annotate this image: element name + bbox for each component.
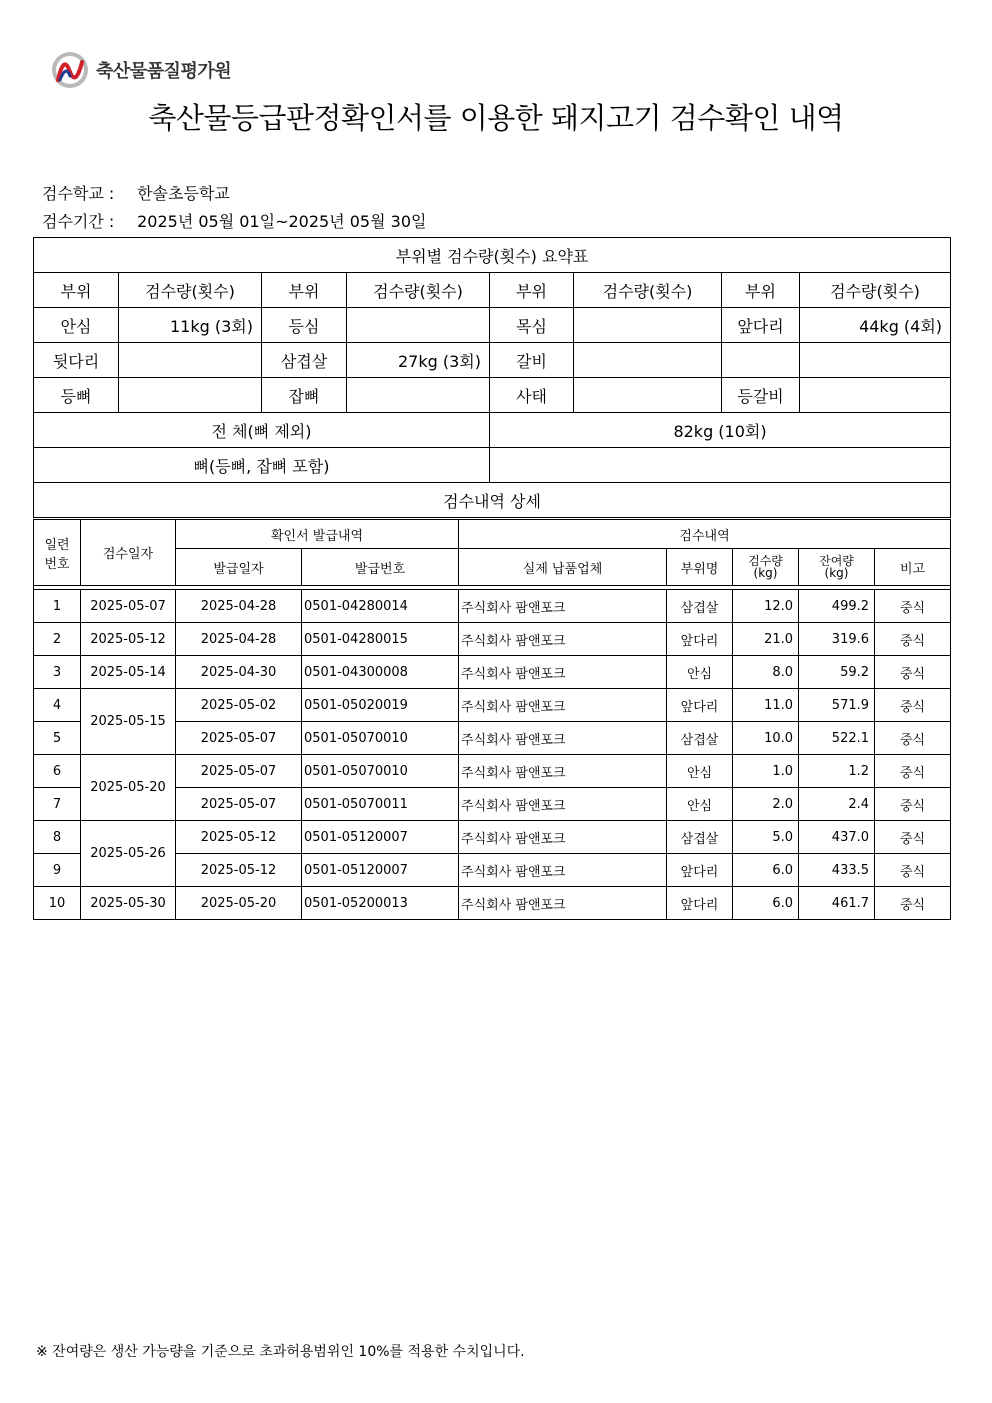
cell-supplier: 주식회사 팜앤포크 <box>459 656 667 689</box>
cell-issue-date: 2025-05-12 <box>176 821 302 854</box>
cell-amount: 1.0 <box>733 755 799 788</box>
summary-amount <box>119 378 262 413</box>
summary-part: 등갈비 <box>722 378 800 413</box>
summary-amount: 44kg (4회) <box>800 308 951 343</box>
cell-part: 앞다리 <box>667 887 733 920</box>
summary-col-part: 부위 <box>722 273 800 308</box>
col-supplier: 실제 납품업체 <box>459 549 667 586</box>
cell-note: 중식 <box>875 887 951 920</box>
col-amount <box>733 549 799 586</box>
cell-part: 안심 <box>667 755 733 788</box>
summary-part: 안심 <box>34 308 119 343</box>
cell-seq: 8 <box>34 821 81 854</box>
bone-label: 뼈(등뼈, 잡뼈 포함) <box>34 448 490 483</box>
summary-part: 삼겹살 <box>262 343 347 378</box>
summary-part: 잡뼈 <box>262 378 347 413</box>
table-row <box>34 755 951 788</box>
cell-part: 안심 <box>667 788 733 821</box>
cell-remain: 571.9 <box>799 689 875 722</box>
table-row <box>34 821 951 854</box>
summary-col-amount: 검수량(횟수) <box>574 273 722 308</box>
period-label: 검수기간 : <box>42 212 115 231</box>
cell-supplier: 주식회사 팜앤포크 <box>459 755 667 788</box>
cell-issue-no: 0501-05120007 <box>302 854 459 887</box>
cell-supplier: 주식회사 팜앤포크 <box>459 689 667 722</box>
page-title: 축산물등급판정확인서를 이용한 돼지고기 검수확인 내역 <box>148 101 844 135</box>
table-row <box>34 656 951 689</box>
cell-issue-no: 0501-04280015 <box>302 623 459 656</box>
table-row <box>34 887 951 920</box>
col-issue-date: 발급일자 <box>176 549 302 586</box>
cell-amount: 21.0 <box>733 623 799 656</box>
summary-part: 뒷다리 <box>34 343 119 378</box>
cell-seq: 1 <box>34 590 81 623</box>
cell-issue-no: 0501-05200013 <box>302 887 459 920</box>
cell-remain: 2.4 <box>799 788 875 821</box>
summary-col-amount: 검수량(횟수) <box>119 273 262 308</box>
cell-note: 중식 <box>875 656 951 689</box>
col-inspect: 검수내역 <box>459 520 951 549</box>
col-note: 비고 <box>875 549 951 586</box>
cell-amount: 2.0 <box>733 788 799 821</box>
cell-date: 2025-05-12 <box>81 623 176 656</box>
summary-row <box>34 343 951 378</box>
summary-col-part: 부위 <box>262 273 347 308</box>
summary-part: 목심 <box>490 308 574 343</box>
cell-seq: 10 <box>34 887 81 920</box>
cell-date: 2025-05-15 <box>81 689 176 755</box>
col-seq: 일련번호 <box>34 520 81 586</box>
col-date: 검수일자 <box>81 520 176 586</box>
summary-header-row <box>34 273 951 308</box>
cell-issue-date: 2025-04-28 <box>176 590 302 623</box>
col-issue-no: 발급번호 <box>302 549 459 586</box>
cell-part: 앞다리 <box>667 623 733 656</box>
summary-row <box>34 378 951 413</box>
col-cert: 확인서 발급내역 <box>176 520 459 549</box>
summary-amount <box>119 343 262 378</box>
cell-seq: 3 <box>34 656 81 689</box>
cell-remain: 522.1 <box>799 722 875 755</box>
cell-date: 2025-05-26 <box>81 821 176 887</box>
cell-seq: 7 <box>34 788 81 821</box>
cell-note: 중식 <box>875 689 951 722</box>
cell-issue-no: 0501-04300008 <box>302 656 459 689</box>
cell-issue-date: 2025-05-20 <box>176 887 302 920</box>
cell-supplier: 주식회사 팜앤포크 <box>459 854 667 887</box>
cell-date: 2025-05-20 <box>81 755 176 821</box>
org-name: 축산물품질평가원 <box>96 61 232 82</box>
cell-date: 2025-05-07 <box>81 590 176 623</box>
summary-amount <box>574 308 722 343</box>
cell-note: 중식 <box>875 755 951 788</box>
cell-seq: 6 <box>34 755 81 788</box>
school-label: 검수학교 : <box>42 184 115 203</box>
cell-remain: 461.7 <box>799 887 875 920</box>
cell-remain: 499.2 <box>799 590 875 623</box>
summary-amount <box>347 378 490 413</box>
col-remain <box>799 549 875 586</box>
cell-seq: 2 <box>34 623 81 656</box>
summary-amount: 11kg (3회) <box>119 308 262 343</box>
footnote: ※ 잔여량은 생산 가능량을 기준으로 초과허용범위인 10%를 적용한 수치입니다. <box>36 1344 525 1360</box>
cell-amount: 12.0 <box>733 590 799 623</box>
detail-title: 검수내역 상세 <box>34 483 951 518</box>
cell-note: 중식 <box>875 623 951 656</box>
total-value: 82kg (10회) <box>490 413 951 448</box>
cell-supplier: 주식회사 팜앤포크 <box>459 722 667 755</box>
cell-issue-date: 2025-04-30 <box>176 656 302 689</box>
cell-seq: 9 <box>34 854 81 887</box>
col-remain-label: 잔여량 <box>819 554 854 568</box>
cell-supplier: 주식회사 팜앤포크 <box>459 887 667 920</box>
cell-amount: 6.0 <box>733 854 799 887</box>
summary-col-amount: 검수량(횟수) <box>800 273 951 308</box>
summary-amount <box>574 378 722 413</box>
summary-col-part: 부위 <box>490 273 574 308</box>
cell-seq: 4 <box>34 689 81 722</box>
cell-supplier: 주식회사 팜앤포크 <box>459 623 667 656</box>
detail-header-row <box>34 520 951 549</box>
cell-part: 삼겹살 <box>667 722 733 755</box>
cell-issue-no: 0501-05070010 <box>302 722 459 755</box>
cell-amount: 11.0 <box>733 689 799 722</box>
cell-date: 2025-05-14 <box>81 656 176 689</box>
cell-amount: 10.0 <box>733 722 799 755</box>
bone-value <box>490 448 951 483</box>
col-amount-label: 검수량 <box>748 554 783 568</box>
cell-amount: 6.0 <box>733 887 799 920</box>
cell-note: 중식 <box>875 788 951 821</box>
summary-title: 부위별 검수량(횟수) 요약표 <box>34 238 951 273</box>
summary-amount <box>800 343 951 378</box>
summary-amount <box>347 308 490 343</box>
summary-col-part: 부위 <box>34 273 119 308</box>
cell-remain: 59.2 <box>799 656 875 689</box>
cell-seq: 5 <box>34 722 81 755</box>
cell-supplier: 주식회사 팜앤포크 <box>459 821 667 854</box>
cell-note: 중식 <box>875 590 951 623</box>
summary-row <box>34 308 951 343</box>
cell-amount: 5.0 <box>733 821 799 854</box>
cell-supplier: 주식회사 팜앤포크 <box>459 590 667 623</box>
summary-col-amount: 검수량(횟수) <box>347 273 490 308</box>
cell-part: 삼겹살 <box>667 590 733 623</box>
cell-note: 중식 <box>875 821 951 854</box>
school-value: 한솔초등학교 <box>137 184 230 203</box>
school-info <box>42 181 230 204</box>
cell-supplier: 주식회사 팜앤포크 <box>459 788 667 821</box>
org-logo <box>50 50 231 90</box>
summary-part: 등심 <box>262 308 347 343</box>
cell-part: 삼겹살 <box>667 821 733 854</box>
cell-date: 2025-05-30 <box>81 887 176 920</box>
summary-part <box>722 343 800 378</box>
cell-issue-no: 0501-05120007 <box>302 821 459 854</box>
table-row <box>34 689 951 722</box>
summary-amount <box>800 378 951 413</box>
org-logo-icon <box>50 50 90 90</box>
summary-part: 앞다리 <box>722 308 800 343</box>
table-row <box>34 623 951 656</box>
cell-issue-no: 0501-05020019 <box>302 689 459 722</box>
cell-remain: 1.2 <box>799 755 875 788</box>
cell-issue-no: 0501-05070010 <box>302 755 459 788</box>
cell-issue-date: 2025-05-12 <box>176 854 302 887</box>
cell-note: 중식 <box>875 722 951 755</box>
cell-issue-no: 0501-04280014 <box>302 590 459 623</box>
period-value: 2025년 05월 01일~2025년 05월 30일 <box>137 212 427 231</box>
detail-table <box>33 519 951 920</box>
total-label: 전 체(뼈 제외) <box>34 413 490 448</box>
cell-issue-date: 2025-05-02 <box>176 689 302 722</box>
summary-bone-row <box>34 448 951 483</box>
cell-issue-date: 2025-05-07 <box>176 788 302 821</box>
cell-part: 안심 <box>667 656 733 689</box>
summary-part: 등뼈 <box>34 378 119 413</box>
period-info <box>42 209 426 232</box>
summary-amount: 27kg (3회) <box>347 343 490 378</box>
cell-issue-no: 0501-05070011 <box>302 788 459 821</box>
col-amount-unit: (kg) <box>753 566 778 580</box>
cell-remain: 433.5 <box>799 854 875 887</box>
cell-issue-date: 2025-05-07 <box>176 722 302 755</box>
cell-amount: 8.0 <box>733 656 799 689</box>
summary-part: 갈비 <box>490 343 574 378</box>
summary-total-row <box>34 413 951 448</box>
table-row <box>34 590 951 623</box>
cell-part: 앞다리 <box>667 854 733 887</box>
col-part: 부위명 <box>667 549 733 586</box>
cell-issue-date: 2025-05-07 <box>176 755 302 788</box>
summary-part: 사태 <box>490 378 574 413</box>
summary-amount <box>574 343 722 378</box>
cell-remain: 319.6 <box>799 623 875 656</box>
cell-part: 앞다리 <box>667 689 733 722</box>
summary-table <box>33 237 951 518</box>
col-remain-unit: (kg) <box>824 566 849 580</box>
cell-issue-date: 2025-04-28 <box>176 623 302 656</box>
cell-remain: 437.0 <box>799 821 875 854</box>
cell-note: 중식 <box>875 854 951 887</box>
